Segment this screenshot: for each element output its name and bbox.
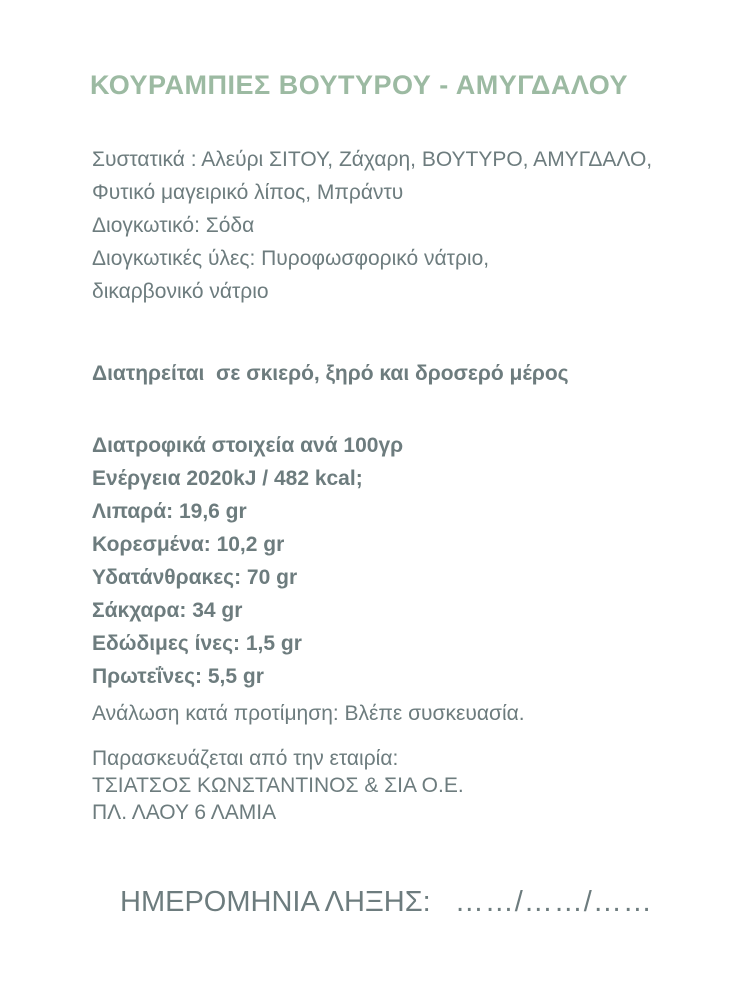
nutrition-heading: Διατροφικά στοιχεία ανά 100γρ [92,434,404,457]
ingredients-section [92,143,652,308]
manufacturer-intro: Παρασκευάζεται από την εταιρία: [92,747,399,770]
product-title: ΚΟΥΡΑΜΠΙΕΣ ΒΟΥΤΥΡΟΥ - ΑΜΥΓΔΑΛΟΥ [90,70,628,100]
ingredients-line: Διογκωτικό: Σόδα [92,214,255,237]
storage-instructions: Διατηρείται σε σκιερό, ξηρό και δροσερό μέρος [92,362,569,385]
ingredients-line: Συστατικά : Αλεύρι ΣΙΤΟΥ, Ζάχαρη, ΒΟΥΤΥΡΟ, ΑΜΥΓΔΑΛΟ, [92,148,653,171]
manufacturer-section [92,745,464,826]
nutrition-line-fibre: Εδώδιμες ίνες: 1,5 gr [92,632,302,655]
nutrition-line-saturates: Κορεσμένα: 10,2 gr [92,533,285,556]
nutrition-section [92,429,403,693]
expiry-date-label: ΗΜΕΡΟΜΗΝΙΑ ΛΗΞΗΣ: [120,886,431,918]
ingredients-line: δικαρβονικό νάτριο [92,280,269,303]
nutrition-line-energy: Ενέργεια 2020kJ / 482 kcal; [92,467,363,490]
manufacturer-company-name: ΤΣΙΑΤΣΟΣ ΚΩΝΣΤΑΝΤΙΝΟΣ & ΣΙΑ Ο.Ε. [92,774,464,797]
nutrition-line-protein: Πρωτεΐνες: 5,5 gr [92,665,264,688]
expiry-date-line [120,886,653,919]
nutrition-line-sugars: Σάκχαρα: 34 gr [92,599,243,622]
manufacturer-address: ΠΛ. ΛΑΟΥ 6 ΛΑΜΙΑ [92,801,277,824]
expiry-date-blank-value: ……/……/…… [454,886,653,918]
ingredients-line: Διογκωτικές ύλες: Πυροφωσφορικό νάτριο, [92,247,490,270]
ingredients-line: Φυτικό μαγειρικό λίπος, Μπράντυ [92,181,404,204]
nutrition-line-fat: Λιπαρά: 19,6 gr [92,500,247,523]
best-before-note: Ανάλωση κατά προτίμηση: Βλέπε συσκευασία. [92,702,525,725]
nutrition-line-carbohydrates: Υδατάνθρακες: 70 gr [92,566,298,589]
